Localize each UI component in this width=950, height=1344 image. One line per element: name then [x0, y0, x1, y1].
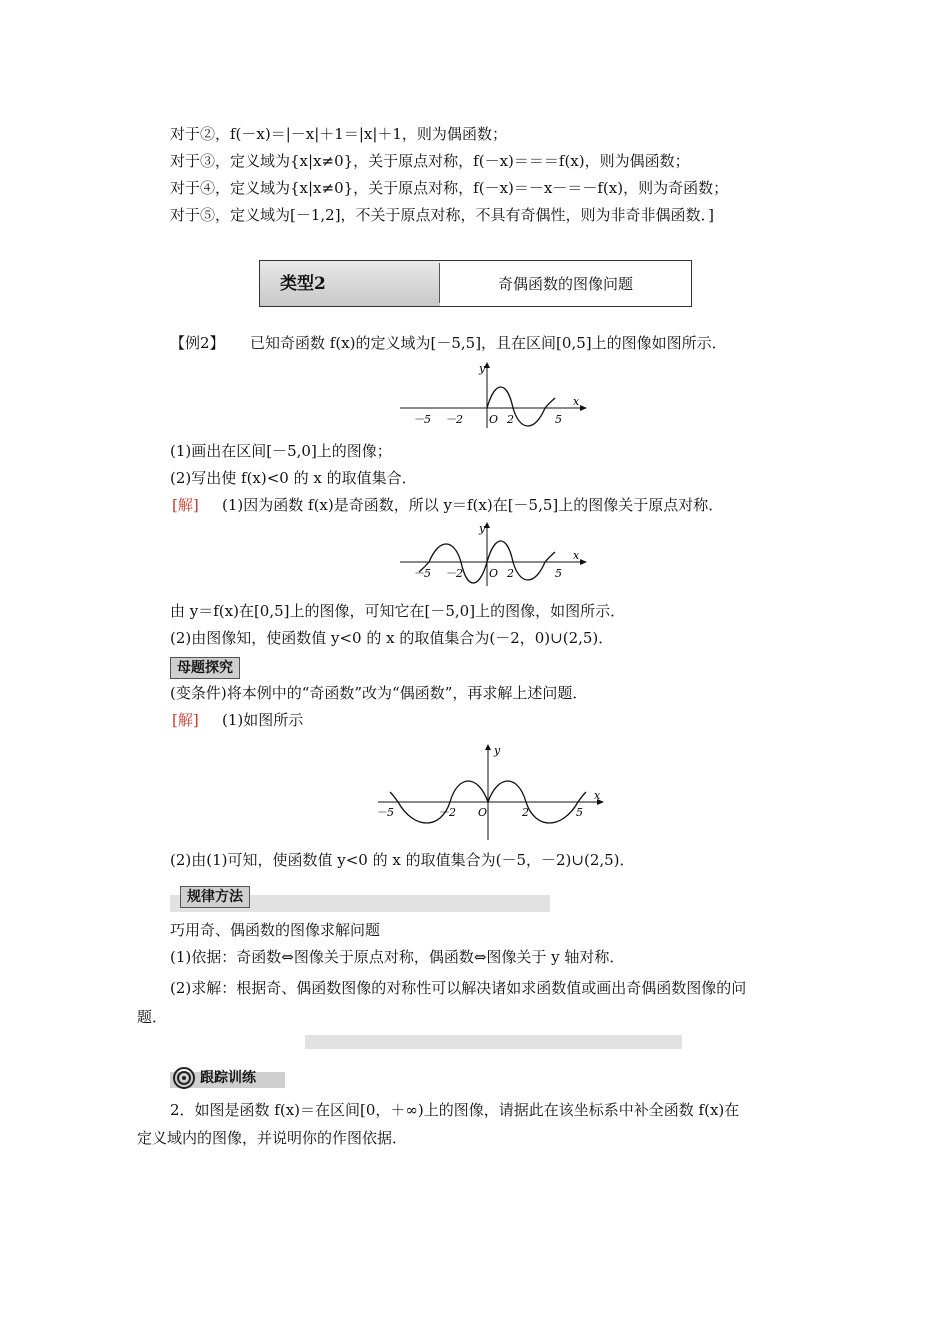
example-text: 已知奇函数 f(x)的定义域为[－5,5]，且在区间[0,5]上的图像如图所示．	[250, 334, 727, 352]
method-header: 规律方法	[180, 886, 250, 908]
svg-text:－2: －2	[438, 806, 456, 819]
type-box	[259, 260, 692, 307]
svg-text:－2: －2	[445, 413, 463, 426]
explore-text: (变条件)将本例中的“奇函数”改为“偶函数”，再求解上述问题．	[170, 684, 588, 702]
graph-example	[395, 360, 590, 430]
svg-text:O: O	[489, 567, 499, 580]
svg-text:2: 2	[507, 567, 514, 580]
method-1: (1)依据：奇函数⇔图像关于原点对称，偶函数⇔图像关于 y 轴对称．	[170, 948, 625, 966]
type-tag: 类型2	[280, 274, 326, 294]
explore-solution-1: (1)如图所示	[222, 711, 304, 729]
svg-text:5: 5	[576, 806, 583, 819]
example-label: 【例2】	[170, 334, 225, 352]
type-title: 奇偶函数的图像问题	[497, 275, 633, 293]
target-icon	[172, 1066, 196, 1090]
svg-text:5: 5	[555, 567, 562, 580]
svg-text:y: y	[479, 362, 486, 375]
svg-text:2: 2	[507, 413, 514, 426]
svg-text:－5: －5	[413, 413, 431, 426]
svg-text:2: 2	[522, 806, 529, 819]
solution-tag: [解]	[172, 496, 199, 514]
question-2: (2)写出使 f(x)<0 的 x 的取值集合．	[170, 469, 417, 487]
question-1: (1)画出在区间[－5,0]上的图像；	[170, 442, 392, 460]
text-line: 对于③，定义域为{x|x≠0}，关于原点对称，f(－x)＝＝＝f(x)，则为偶函数；	[170, 152, 690, 170]
graph-even	[372, 742, 612, 842]
solution-3: (2)由图像知，使函数值 y<0 的 x 的取值集合为(－2，0)∪(2,5)．	[170, 629, 614, 647]
svg-text:x: x	[573, 395, 580, 408]
text-line: 对于④，定义域为{x|x≠0}，关于原点对称，f(－x)＝－x－＝－f(x)，则为奇函数；	[170, 179, 729, 197]
method-title: 巧用奇、偶函数的图像求解问题	[170, 921, 381, 939]
training-header: 跟踪训练	[200, 1070, 256, 1086]
solution-2: 由 y＝f(x)在[0,5]上的图像，可知它在[－5,0]上的图像，如图所示．	[170, 602, 626, 620]
svg-text:－5: －5	[413, 567, 431, 580]
explore-solution-2: (2)由(1)可知，使函数值 y<0 的 x 的取值集合为(－5，－2)∪(2,5)．	[170, 851, 635, 869]
training-question: 2．如图是函数 f(x)＝在区间[0，＋∞)上的图像，请据此在该坐标系中补全函数 f(x)在	[170, 1101, 740, 1119]
svg-text:－5: －5	[376, 806, 394, 819]
explore-header: 母题探究	[170, 657, 240, 679]
text-line: 对于②，f(－x)＝|－x|＋1＝|x|＋1，则为偶函数；	[170, 125, 507, 143]
explore-solution-tag: [解]	[172, 711, 199, 729]
method-2-cont: 题．	[137, 1008, 168, 1026]
solution-1: (1)因为函数 f(x)是奇函数，所以 y＝f(x)在[－5,5]上的图像关于原点对称．	[222, 496, 724, 514]
svg-text:－2: －2	[445, 567, 463, 580]
svg-text:y: y	[479, 522, 486, 535]
svg-text:O: O	[489, 413, 499, 426]
text-line: 对于⑤，定义域为[－1,2]，不关于原点对称，不具有奇偶性，则为非奇非偶函数．]	[170, 206, 714, 224]
svg-text:x: x	[594, 789, 601, 802]
svg-text:y: y	[494, 744, 501, 757]
svg-text:O: O	[478, 806, 488, 819]
method-2: (2)求解：根据奇、偶函数图像的对称性可以解决诸如求函数值或画出奇偶函数图像的问	[170, 979, 747, 997]
training-question-cont: 定义域内的图像，并说明你的作图依据．	[137, 1129, 408, 1147]
svg-text:x: x	[573, 549, 580, 562]
graph-odd	[395, 520, 590, 590]
svg-text:5: 5	[555, 413, 562, 426]
